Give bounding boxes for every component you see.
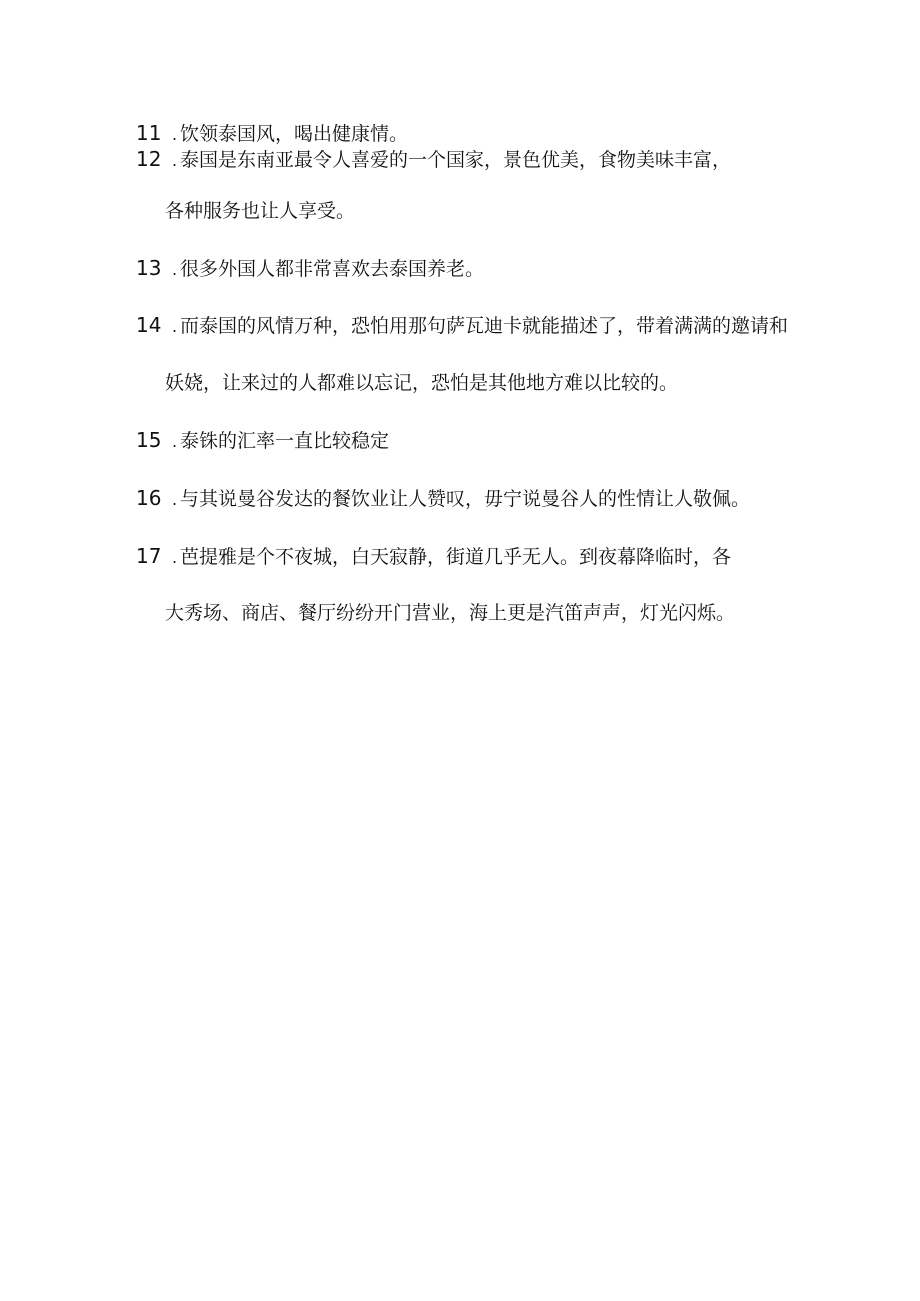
item-text: 各种服务也让人享受。 [165,200,356,222]
list-item-16 [136,487,750,511]
item-dot: . [172,151,178,170]
list-item-12-continuation [165,200,355,222]
item-text: 而泰国的风情万种，恐怕用那句萨瓦迪卡就能描述了，带着满满的邀请和 [180,315,789,337]
item-text: 与其说曼谷发达的餐饮业让人赞叹，毋宁说曼谷人的性情让人敬佩。 [180,488,751,510]
item-text: 泰铢的汇率一直比较稳定 [180,430,390,452]
item-text: 芭提雅是个不夜城，白天寂静，街道几乎无人。到夜幕降临时，各 [180,546,732,568]
item-text: 饮领泰国风，喝出健康情。 [180,123,409,145]
item-text: 妖娆，让来过的人都难以忘记，恐怕是其他地方难以比较的。 [165,372,679,394]
item-dot: . [172,260,178,279]
item-dot: . [172,317,178,336]
list-item-17 [136,545,731,569]
list-item-15 [136,429,389,453]
item-number: 17 [136,544,162,568]
item-dot: . [172,548,178,567]
item-number: 11 [136,121,162,145]
list-item-14 [136,314,788,338]
item-dot: . [172,125,178,144]
item-number: 13 [136,256,162,280]
item-number: 16 [136,486,162,510]
item-number: 14 [136,313,162,337]
list-item-13 [136,257,484,281]
item-number: 12 [136,147,162,171]
item-text: 泰国是东南亚最令人喜爱的一个国家，景色优美，食物美味丰富， [180,149,732,171]
item-dot: . [172,490,178,509]
list-item-12 [136,148,731,172]
list-item-17-continuation [165,602,735,624]
item-dot: . [172,432,178,451]
item-text: 大秀场、商店、餐厅纷纷开门营业，海上更是汽笛声声，灯光闪烁。 [165,602,736,624]
list-item-14-continuation [165,372,678,394]
list-item-11 [136,122,408,146]
item-number: 15 [136,428,162,452]
item-text: 很多外国人都非常喜欢去泰国养老。 [180,258,485,280]
